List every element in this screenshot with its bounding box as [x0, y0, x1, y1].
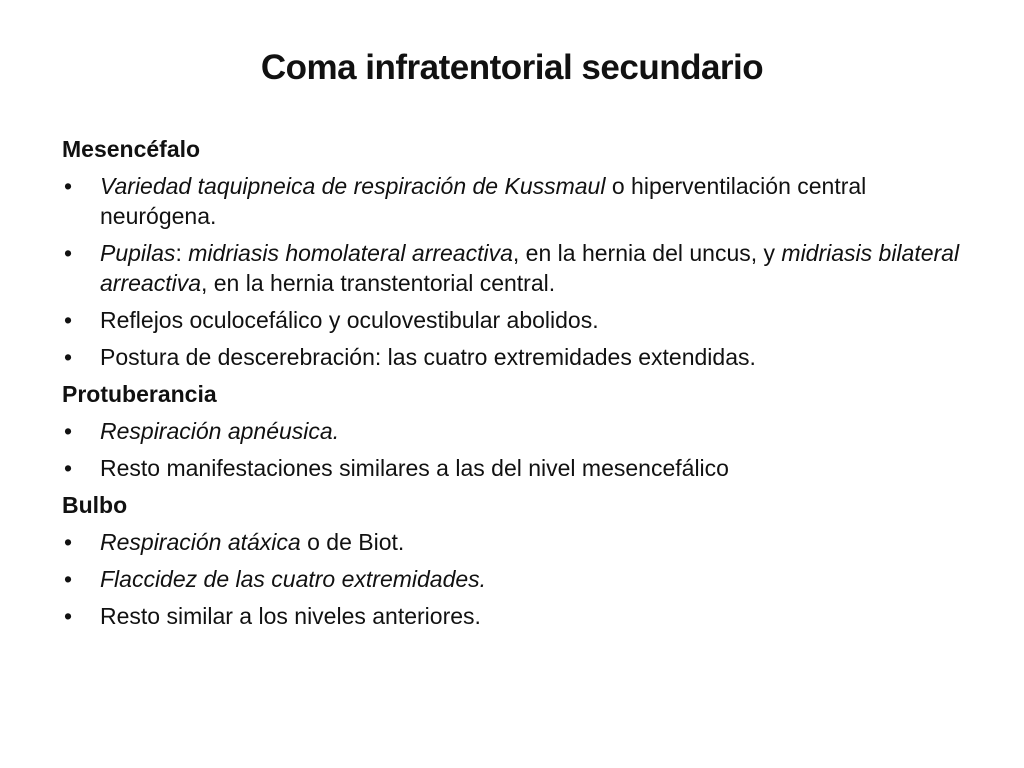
text-segment: Postura de descerebración: las cuatro extremidades extendidas.: [100, 344, 756, 370]
bullet-item: [62, 305, 962, 335]
bullet-icon: •: [64, 240, 73, 266]
bullet-list: [62, 171, 962, 372]
bullet-list: [62, 527, 962, 631]
bullet-icon: •: [64, 173, 73, 199]
bullet-icon: •: [64, 418, 73, 444]
bullet-icon: •: [64, 307, 73, 333]
bullet-icon: •: [64, 455, 73, 481]
text-segment: Respiración atáxica: [100, 529, 301, 555]
section-mesencefalo: [62, 134, 962, 372]
section-bulbo: [62, 490, 962, 631]
bullet-item: [62, 416, 962, 446]
text-segment: Variedad taquipneica de respiración de Kussmaul: [100, 173, 606, 199]
text-segment: midriasis homolateral arreactiva: [188, 240, 513, 266]
text-segment: Flaccidez de las cuatro extremidades.: [100, 566, 487, 592]
slide-title: Coma infratentorial secundario: [260, 48, 764, 87]
section-protuberancia: [62, 379, 962, 483]
text-segment: , en la hernia del uncus, y: [512, 240, 782, 266]
bullet-item: [62, 527, 962, 557]
text-segment: Respiración apnéusica.: [100, 418, 340, 444]
section-heading: Mesencéfalo: [62, 136, 201, 162]
text-segment: :: [175, 240, 189, 266]
bullet-item: [62, 342, 962, 372]
text-segment: Reflejos oculocefálico y oculovestibular abolidos.: [100, 307, 599, 333]
bullet-item: [62, 238, 962, 298]
bullet-item: [62, 453, 962, 483]
section-heading: Bulbo: [62, 492, 128, 518]
text-segment: , en la hernia transtentorial central.: [200, 270, 556, 296]
bullet-icon: •: [64, 529, 73, 555]
bullet-icon: •: [64, 344, 73, 370]
text-segment: o de Biot.: [300, 529, 405, 555]
bullet-list: [62, 416, 962, 483]
bullet-icon: •: [64, 603, 73, 629]
slide-content: [62, 134, 962, 638]
bullet-item: [62, 564, 962, 594]
text-segment: Resto manifestaciones similares a las del nivel mesencefálico: [100, 455, 729, 481]
bullet-icon: •: [64, 566, 73, 592]
text-segment: o hiperventilación central neurógena.: [100, 173, 867, 229]
text-segment: midriasis bilateral arreactiva: [100, 240, 960, 296]
bullet-item: [62, 171, 962, 231]
section-heading: Protuberancia: [62, 381, 217, 407]
text-segment: Resto similar a los niveles anteriores.: [100, 603, 481, 629]
bullet-item: [62, 601, 962, 631]
text-segment: Pupilas: [100, 240, 176, 266]
